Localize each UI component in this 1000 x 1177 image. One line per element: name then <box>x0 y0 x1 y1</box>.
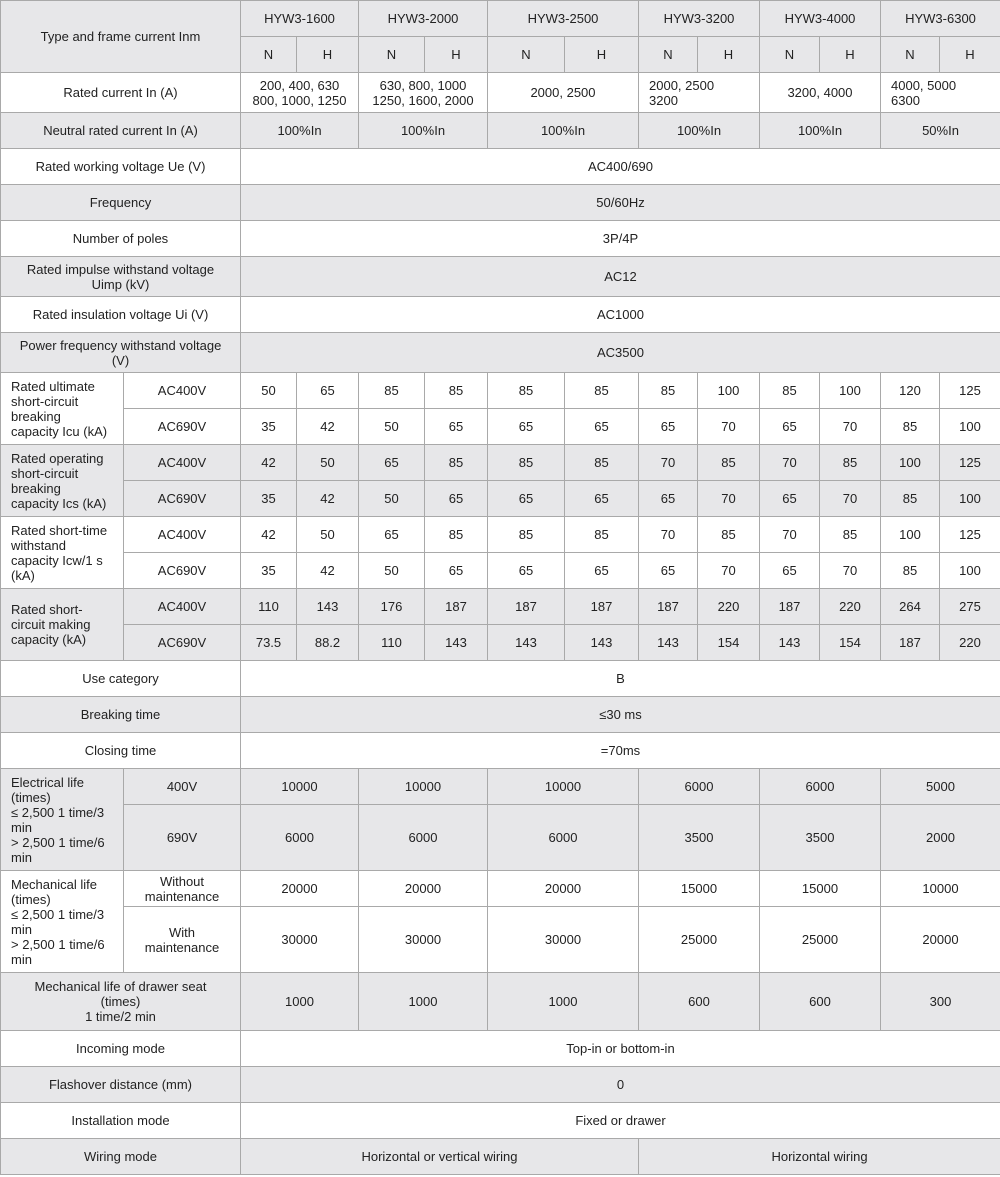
icw-label-line: Rated short-time <box>11 522 108 538</box>
capacity-value: 143 <box>488 625 565 661</box>
rated-current-value-line: 6300 <box>891 92 920 108</box>
rated-current-value <box>639 73 760 113</box>
wiring-mode-label: Wiring mode <box>1 1139 241 1175</box>
capacity-value: 100 <box>698 373 760 409</box>
rated-current-value <box>760 73 881 113</box>
capacity-value: 50 <box>297 517 359 553</box>
mechanical-life-label-line: ≤ 2,500 1 time/3 <box>11 906 105 922</box>
ics-label-line: capacity Ics (kA) <box>11 495 107 511</box>
drawer-life-value: 1000 <box>241 973 359 1031</box>
power-frequency-voltage-label-line: Power frequency withstand voltage <box>19 337 222 353</box>
capacity-value: 143 <box>760 625 820 661</box>
voltage-label: AC690V <box>124 625 241 661</box>
model-header: HYW3-4000 <box>760 1 881 37</box>
neutral-current-value: 50%In <box>881 113 1000 149</box>
ics-label-line: Rated operating <box>11 450 104 466</box>
variant-n: N <box>639 37 698 73</box>
capacity-value: 42 <box>297 553 359 589</box>
row-breaking-time <box>1 697 1000 733</box>
installation-mode-label: Installation mode <box>1 1103 241 1139</box>
ics-label-line: short-circuit <box>11 465 79 481</box>
electrical-life-label-line: min <box>11 819 32 835</box>
capacity-value: 65 <box>639 553 698 589</box>
life-value: 6000 <box>359 805 488 871</box>
row-icw-1 <box>1 553 1000 589</box>
capacity-value: 85 <box>425 373 488 409</box>
life-value: 6000 <box>488 805 639 871</box>
capacity-value: 125 <box>940 445 1000 481</box>
capacity-value: 70 <box>820 409 881 445</box>
variant-n: N <box>359 37 425 73</box>
icm-label <box>1 589 124 661</box>
row-power-frequency-voltage <box>1 333 1000 373</box>
row-rated-working-voltage <box>1 149 1000 185</box>
capacity-value: 143 <box>297 589 359 625</box>
mechanical-life-label-line: min <box>11 921 32 937</box>
life-value: 10000 <box>488 769 639 805</box>
rated-current-value <box>241 73 359 113</box>
rated-insulation-voltage-value: AC1000 <box>241 297 1000 333</box>
life-value: 10000 <box>359 769 488 805</box>
electrical-life-label <box>1 769 124 871</box>
row-use-category <box>1 661 1000 697</box>
capacity-value: 65 <box>760 481 820 517</box>
drawer-life-label <box>1 973 241 1031</box>
variant-h: H <box>820 37 881 73</box>
condition-label <box>124 871 241 907</box>
variant-h: H <box>565 37 639 73</box>
row-icu-0 <box>1 373 1000 409</box>
capacity-value: 85 <box>565 517 639 553</box>
ics-label-line: breaking <box>11 480 61 496</box>
variant-n: N <box>241 37 297 73</box>
electrical-life-label-line: min <box>11 849 32 865</box>
capacity-value: 85 <box>425 445 488 481</box>
capacity-value: 154 <box>820 625 881 661</box>
capacity-value: 65 <box>359 445 425 481</box>
rated-current-value-line: 2000, 2500 <box>530 85 596 100</box>
neutral-current-value: 100%In <box>488 113 639 149</box>
row-electrical-life-0 <box>1 769 1000 805</box>
drawer-life-label-line: (times) <box>100 994 141 1009</box>
capacity-value: 70 <box>639 517 698 553</box>
voltage-label: AC690V <box>124 553 241 589</box>
capacity-value: 85 <box>425 517 488 553</box>
rated-impulse-voltage-label <box>1 257 241 297</box>
capacity-value: 42 <box>241 517 297 553</box>
electrical-life-label-line: > 2,500 1 time/6 <box>11 834 105 850</box>
capacity-value: 65 <box>359 517 425 553</box>
installation-mode-value: Fixed or drawer <box>241 1103 1000 1139</box>
capacity-value: 220 <box>698 589 760 625</box>
capacity-value: 187 <box>425 589 488 625</box>
capacity-value: 85 <box>698 517 760 553</box>
life-value: 30000 <box>359 907 488 973</box>
neutral-current-value: 100%In <box>760 113 881 149</box>
row-incoming-mode <box>1 1031 1000 1067</box>
capacity-value: 85 <box>359 373 425 409</box>
row-flashover-distance <box>1 1067 1000 1103</box>
condition-label-line: Without <box>159 873 205 889</box>
capacity-value: 100 <box>881 445 940 481</box>
capacity-value: 187 <box>881 625 940 661</box>
capacity-value: 65 <box>760 409 820 445</box>
model-header: HYW3-2500 <box>488 1 639 37</box>
rated-impulse-voltage-label-line: Uimp (kV) <box>91 276 150 292</box>
condition-label <box>124 907 241 973</box>
row-mechanical-life-1 <box>1 907 1000 973</box>
rated-current-value <box>488 73 639 113</box>
life-value: 25000 <box>639 907 760 973</box>
rated-current-value-line: 3200 <box>649 92 678 108</box>
capacity-value: 85 <box>881 409 940 445</box>
capacity-value: 70 <box>698 409 760 445</box>
capacity-value: 42 <box>297 409 359 445</box>
capacity-value: 73.5 <box>241 625 297 661</box>
life-value: 30000 <box>488 907 639 973</box>
drawer-life-value: 300 <box>881 973 1000 1031</box>
icw-label-line: withstand <box>11 537 66 553</box>
capacity-value: 187 <box>760 589 820 625</box>
voltage-label: AC400V <box>124 589 241 625</box>
life-value: 10000 <box>881 871 1000 907</box>
power-frequency-voltage-label <box>1 333 241 373</box>
flashover-distance-value: 0 <box>241 1067 1000 1103</box>
life-value: 6000 <box>241 805 359 871</box>
capacity-value: 85 <box>565 373 639 409</box>
capacity-value: 187 <box>565 589 639 625</box>
row-neutral-current <box>1 113 1000 149</box>
model-header: HYW3-2000 <box>359 1 488 37</box>
capacity-value: 70 <box>820 553 881 589</box>
capacity-value: 42 <box>297 481 359 517</box>
wiring-mode-value: Horizontal or vertical wiring <box>241 1139 639 1175</box>
voltage-label: AC400V <box>124 445 241 481</box>
variant-n: N <box>760 37 820 73</box>
row-ics-0 <box>1 445 1000 481</box>
capacity-value: 85 <box>565 445 639 481</box>
capacity-value: 85 <box>760 373 820 409</box>
capacity-value: 100 <box>940 409 1000 445</box>
voltage-label: AC690V <box>124 481 241 517</box>
variant-h: H <box>297 37 359 73</box>
use-category-label: Use category <box>1 661 241 697</box>
variant-h: H <box>425 37 488 73</box>
capacity-value: 35 <box>241 409 297 445</box>
icm-label-line: circuit making <box>11 617 91 632</box>
capacity-value: 88.2 <box>297 625 359 661</box>
capacity-value: 70 <box>698 553 760 589</box>
capacity-value: 65 <box>425 409 488 445</box>
life-value: 20000 <box>359 871 488 907</box>
icw-label <box>1 517 124 589</box>
rated-current-value-line: 200, 400, 630 <box>259 77 340 93</box>
capacity-value: 85 <box>820 445 881 481</box>
life-value: 30000 <box>241 907 359 973</box>
capacity-value: 65 <box>297 373 359 409</box>
capacity-value: 42 <box>241 445 297 481</box>
life-value: 20000 <box>241 871 359 907</box>
use-category-value: B <box>241 661 1000 697</box>
capacity-value: 110 <box>359 625 425 661</box>
capacity-value: 100 <box>940 481 1000 517</box>
ics-label <box>1 445 124 517</box>
rated-current-value-line: 800, 1000, 1250 <box>252 92 347 108</box>
life-value: 2000 <box>881 805 1000 871</box>
capacity-value: 110 <box>241 589 297 625</box>
neutral-current-value: 100%In <box>359 113 488 149</box>
condition-label-line: maintenance <box>144 939 220 955</box>
row-wiring-mode <box>1 1139 1000 1175</box>
capacity-value: 143 <box>639 625 698 661</box>
closing-time-label: Closing time <box>1 733 241 769</box>
capacity-value: 125 <box>940 373 1000 409</box>
life-value: 6000 <box>639 769 760 805</box>
capacity-value: 35 <box>241 481 297 517</box>
neutral-current-value: 100%In <box>639 113 760 149</box>
rated-impulse-voltage-label-line: Rated impulse withstand voltage <box>26 261 215 277</box>
drawer-life-label-line: Mechanical life of drawer seat <box>34 979 207 994</box>
wiring-mode-value: Horizontal wiring <box>639 1139 1000 1175</box>
capacity-value: 65 <box>425 553 488 589</box>
capacity-value: 65 <box>565 481 639 517</box>
electrical-life-label-line: (times) <box>11 789 51 805</box>
rated-current-value-line: 2000, 2500 <box>649 77 715 93</box>
drawer-life-value: 1000 <box>488 973 639 1031</box>
capacity-value: 100 <box>881 517 940 553</box>
icu-label-line: breaking <box>11 408 61 424</box>
capacity-value: 85 <box>639 373 698 409</box>
model-header: HYW3-1600 <box>241 1 359 37</box>
capacity-value: 50 <box>359 481 425 517</box>
capacity-value: 220 <box>820 589 881 625</box>
capacity-value: 264 <box>881 589 940 625</box>
incoming-mode-value: Top-in or bottom-in <box>241 1031 1000 1067</box>
rated-current-value-line: 1250, 1600, 2000 <box>372 92 474 108</box>
row-icm-0 <box>1 589 1000 625</box>
capacity-value: 125 <box>940 517 1000 553</box>
voltage-label: AC400V <box>124 517 241 553</box>
capacity-value: 65 <box>565 553 639 589</box>
capacity-value: 70 <box>639 445 698 481</box>
icw-label-line: capacity Icw/1 s <box>11 552 103 568</box>
power-frequency-voltage-value: AC3500 <box>241 333 1000 373</box>
capacity-value: 65 <box>565 409 639 445</box>
variant-h: H <box>940 37 1000 73</box>
rated-current-value-line: 4000, 5000 <box>891 77 957 93</box>
rated-current-value-line: 3200, 4000 <box>787 85 853 100</box>
neutral-current-value: 100%In <box>241 113 359 149</box>
life-value: 10000 <box>241 769 359 805</box>
capacity-value: 50 <box>241 373 297 409</box>
capacity-value: 85 <box>488 517 565 553</box>
row-frequency <box>1 185 1000 221</box>
capacity-value: 65 <box>488 553 565 589</box>
capacity-value: 70 <box>760 517 820 553</box>
power-frequency-voltage-label-line: (V) <box>111 352 130 368</box>
drawer-life-value: 1000 <box>359 973 488 1031</box>
rated-current-value <box>881 73 1000 113</box>
icu-label <box>1 373 124 445</box>
model-header: HYW3-3200 <box>639 1 760 37</box>
row-rated-insulation-voltage <box>1 297 1000 333</box>
model-header: HYW3-6300 <box>881 1 1000 37</box>
life-value: 25000 <box>760 907 881 973</box>
spec-table-body <box>1 1 1000 1175</box>
capacity-value: 50 <box>297 445 359 481</box>
number-of-poles-value: 3P/4P <box>241 221 1000 257</box>
capacity-value: 143 <box>565 625 639 661</box>
row-closing-time <box>1 733 1000 769</box>
row-rated-impulse-voltage <box>1 257 1000 297</box>
capacity-value: 50 <box>359 553 425 589</box>
capacity-value: 65 <box>639 409 698 445</box>
capacity-value: 85 <box>488 373 565 409</box>
condition-label: 400V <box>124 769 241 805</box>
incoming-mode-label: Incoming mode <box>1 1031 241 1067</box>
voltage-label: AC690V <box>124 409 241 445</box>
variant-n: N <box>488 37 565 73</box>
capacity-value: 70 <box>760 445 820 481</box>
row-icu-1 <box>1 409 1000 445</box>
capacity-value: 85 <box>881 481 940 517</box>
rated-current-value-line: 630, 800, 1000 <box>379 77 467 93</box>
rated-current-value <box>359 73 488 113</box>
capacity-value: 65 <box>639 481 698 517</box>
condition-label-line: With <box>169 924 195 940</box>
flashover-distance-label: Flashover distance (mm) <box>1 1067 241 1103</box>
life-value: 15000 <box>760 871 881 907</box>
capacity-value: 35 <box>241 553 297 589</box>
electrical-life-label-line: ≤ 2,500 1 time/3 <box>11 804 105 820</box>
icu-label-line: Rated ultimate <box>11 378 95 394</box>
variant-n: N <box>881 37 940 73</box>
drawer-life-value: 600 <box>760 973 881 1031</box>
electrical-life-label-line: Electrical life <box>11 774 84 790</box>
capacity-value: 85 <box>698 445 760 481</box>
breaking-time-label: Breaking time <box>1 697 241 733</box>
voltage-label: AC400V <box>124 373 241 409</box>
capacity-value: 65 <box>760 553 820 589</box>
neutral-current-label: Neutral rated current In (A) <box>1 113 241 149</box>
mechanical-life-label-line: > 2,500 1 time/6 <box>11 936 105 952</box>
rated-current-label: Rated current In (A) <box>1 73 241 113</box>
life-value: 5000 <box>881 769 1000 805</box>
mechanical-life-label-line: min <box>11 951 32 967</box>
life-value: 3500 <box>639 805 760 871</box>
icm-label-line: capacity (kA) <box>11 632 87 647</box>
rated-insulation-voltage-label: Rated insulation voltage Ui (V) <box>1 297 241 333</box>
life-value: 6000 <box>760 769 881 805</box>
capacity-value: 100 <box>820 373 881 409</box>
row-drawer-life <box>1 973 1000 1031</box>
capacity-value: 187 <box>639 589 698 625</box>
capacity-value: 120 <box>881 373 940 409</box>
rated-working-voltage-value: AC400/690 <box>241 149 1000 185</box>
row-installation-mode <box>1 1103 1000 1139</box>
mechanical-life-label <box>1 871 124 973</box>
icm-label-line: Rated short- <box>11 602 83 617</box>
capacity-value: 50 <box>359 409 425 445</box>
life-value: 3500 <box>760 805 881 871</box>
icw-label-line: (kA) <box>11 567 35 583</box>
rated-impulse-voltage-value: AC12 <box>241 257 1000 297</box>
life-value: 20000 <box>881 907 1000 973</box>
mechanical-life-label-line: (times) <box>11 891 51 907</box>
row-rated-current <box>1 73 1000 113</box>
capacity-value: 176 <box>359 589 425 625</box>
icu-label-line: short-circuit <box>11 393 79 409</box>
row-number-of-poles <box>1 221 1000 257</box>
capacity-value: 65 <box>488 409 565 445</box>
type-frame-label: Type and frame current Inm <box>1 1 241 73</box>
capacity-value: 275 <box>940 589 1000 625</box>
condition-label-line: maintenance <box>144 888 220 904</box>
capacity-value: 85 <box>820 517 881 553</box>
row-electrical-life-1 <box>1 805 1000 871</box>
capacity-value: 65 <box>425 481 488 517</box>
drawer-life-label-line: 1 time/2 min <box>85 1009 156 1024</box>
row-ics-1 <box>1 481 1000 517</box>
frequency-value: 50/60Hz <box>241 185 1000 221</box>
rated-working-voltage-label: Rated working voltage Ue (V) <box>1 149 241 185</box>
capacity-value: 70 <box>820 481 881 517</box>
row-icm-1 <box>1 625 1000 661</box>
capacity-value: 85 <box>881 553 940 589</box>
life-value: 15000 <box>639 871 760 907</box>
number-of-poles-label: Number of poles <box>1 221 241 257</box>
mechanical-life-label-line: Mechanical life <box>11 876 97 892</box>
icu-label-line: capacity Icu (kA) <box>11 423 108 439</box>
capacity-value: 143 <box>425 625 488 661</box>
row-mechanical-life-0 <box>1 871 1000 907</box>
header-row-models <box>1 1 1000 37</box>
row-icw-0 <box>1 517 1000 553</box>
breaking-time-value: ≤30 ms <box>241 697 1000 733</box>
capacity-value: 100 <box>940 553 1000 589</box>
closing-time-value: =70ms <box>241 733 1000 769</box>
variant-h: H <box>698 37 760 73</box>
drawer-life-value: 600 <box>639 973 760 1031</box>
life-value: 20000 <box>488 871 639 907</box>
capacity-value: 65 <box>488 481 565 517</box>
capacity-value: 187 <box>488 589 565 625</box>
condition-label: 690V <box>124 805 241 871</box>
capacity-value: 220 <box>940 625 1000 661</box>
capacity-value: 85 <box>488 445 565 481</box>
capacity-value: 70 <box>698 481 760 517</box>
capacity-value: 154 <box>698 625 760 661</box>
frequency-label: Frequency <box>1 185 241 221</box>
